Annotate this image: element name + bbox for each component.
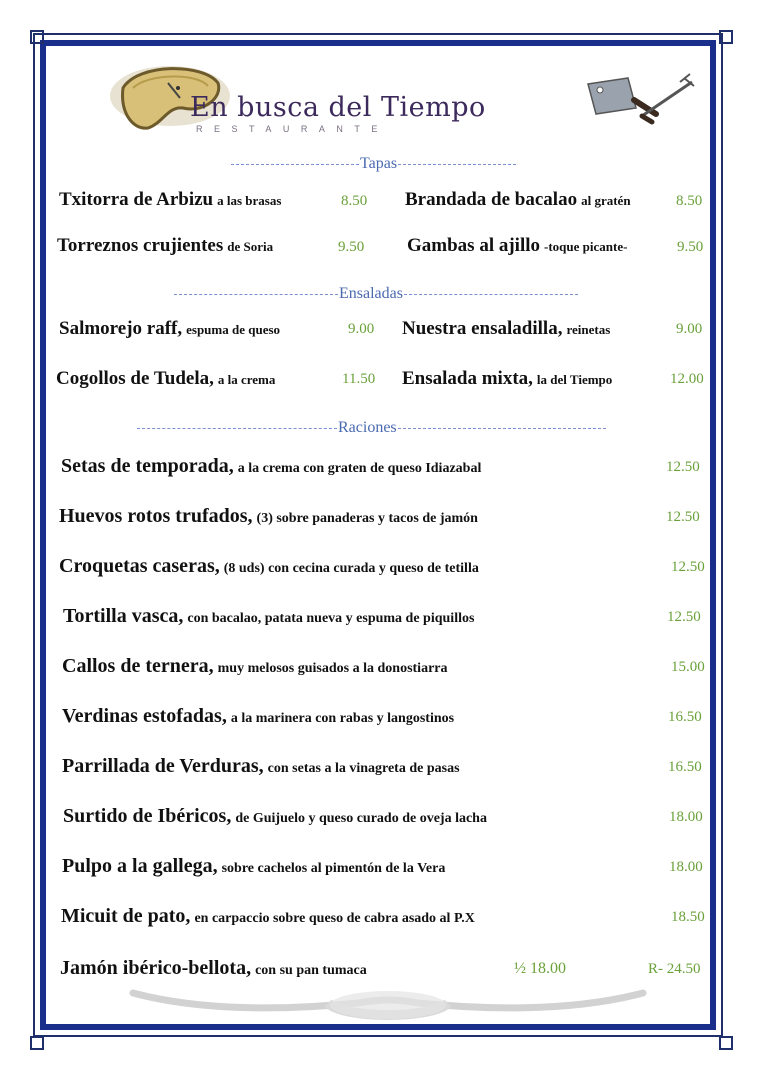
section-tapas-heading: Tapas [230,155,517,173]
menu-item-price: 12.00 [670,371,704,387]
bull-horns-ornament [128,985,648,1025]
menu-item-price: 12.50 [666,509,700,525]
menu-item-desc: (8 uds) con cecina curada y queso de tetilla [223,561,479,576]
menu-item-name: Brandada de bacalao al gratén [405,189,631,210]
frame-corner [719,1036,733,1050]
menu-item-desc: a la marinera con rabas y langostinos [230,711,455,726]
menu-item-desc: a la crema con graten de queso Idiazabal [237,461,482,476]
menu-item-price: 16.50 [668,759,702,775]
menu-item-desc: en carpaccio sobre queso de cabra asado al P.X [194,911,475,926]
menu-item-desc: sobre cachelos al pimentón de la Vera [221,861,446,876]
menu-item-name: Jamón ibérico-bellota, con su pan tumaca [60,957,367,979]
menu-item-price: 8.50 [341,193,368,209]
menu-item-price: 11.50 [342,371,376,387]
menu-item-desc: de Guijuelo y queso curado de oveja lacha [235,811,487,826]
frame-corner [719,30,733,44]
menu-item-name: Txitorra de Arbizu a las brasas [59,189,282,210]
menu-item-name: Setas de temporada, a la crema con graten de queso Idiazabal [61,455,482,477]
menu-item-desc: -toque picante- [544,239,628,254]
restaurant-subtitle: RESTAURANTE [196,124,389,134]
menu-item-price: 9.50 [677,239,704,255]
menu-item-desc: con bacalao, patata nueva y espuma de piquillos [187,611,475,626]
menu-item-name: Parrillada de Verduras, con setas a la vinagreta de pasas [62,755,460,777]
full-portion-price: R- 24.50 [648,961,701,977]
menu-item-price: 8.50 [676,193,703,209]
menu-item-name: Torreznos crujientes de Soria [57,235,274,256]
menu-item-name: Ensalada mixta, la del Tiempo [402,368,613,389]
cleaver-and-fork-icon [580,70,700,130]
menu-item-desc: espuma de queso [186,322,281,337]
menu-item-name: Cogollos de Tudela, a la crema [56,368,276,389]
section-raciones-heading: Raciones [136,419,607,437]
section-ensaladas-heading: Ensaladas [173,285,579,303]
menu-item-name: Tortilla vasca, con bacalao, patata nueva y espuma de piquillos [63,605,475,627]
menu-item-name: Nuestra ensaladilla, reinetas [402,318,611,339]
restaurant-title: En busca del Tiempo [190,92,486,123]
menu-item-price: 9.00 [676,321,703,337]
menu-item-price: 16.50 [668,709,702,725]
menu-item-price: 12.50 [667,609,701,625]
menu-item-desc: (3) sobre panaderas y tacos de jamón [256,511,478,526]
menu-item-name: Surtido de Ibéricos, de Guijuelo y queso curado de oveja lacha [63,805,487,827]
half-portion-price: ½ 18.00 [514,960,566,977]
menu-item-price: 9.50 [338,239,365,255]
menu-item-name: Pulpo a la gallega, sobre cachelos al pimentón de la Vera [62,855,446,877]
frame-corner [30,1036,44,1050]
menu-item-name: Gambas al ajillo -toque picante- [407,235,628,256]
menu-item-desc: con su pan tumaca [255,963,367,978]
menu-item-desc: a las brasas [217,193,282,208]
menu-item-price: 18.50 [671,909,705,925]
menu-item-price: 18.00 [669,809,703,825]
menu-item-desc: muy melosos guisados a la donostiarra [217,661,448,676]
menu-item-name: Callos de ternera, muy melosos guisados a la donostiarra [62,655,448,677]
menu-item-price: 12.50 [666,459,700,475]
menu-item-desc: con setas a la vinagreta de pasas [267,761,460,776]
menu-item-price: 15.00 [671,659,705,675]
menu-item-price: 12.50 [671,559,705,575]
menu-item-desc: al gratén [581,193,631,208]
menu-item-price: 9.00 [348,321,375,337]
menu-item-name: Salmorejo raff, espuma de queso [59,318,281,339]
menu-item-desc: la del Tiempo [536,372,613,387]
menu-item-desc: a la crema [217,372,276,387]
menu-item-name: Micuit de pato, en carpaccio sobre queso de cabra asado al P.X [61,905,475,927]
menu-item-name: Verdinas estofadas, a la marinera con rabas y langostinos [62,705,455,727]
menu-item-price: 18.00 [669,859,703,875]
menu-item-desc: reinetas [566,322,611,337]
menu-item-name: Huevos rotos trufados, (3) sobre panaderas y tacos de jamón [59,505,478,527]
menu-item-name: Croquetas caseras, (8 uds) con cecina curada y queso de tetilla [59,555,479,577]
frame-corner [30,30,44,44]
menu-item-desc: de Soria [227,239,274,254]
